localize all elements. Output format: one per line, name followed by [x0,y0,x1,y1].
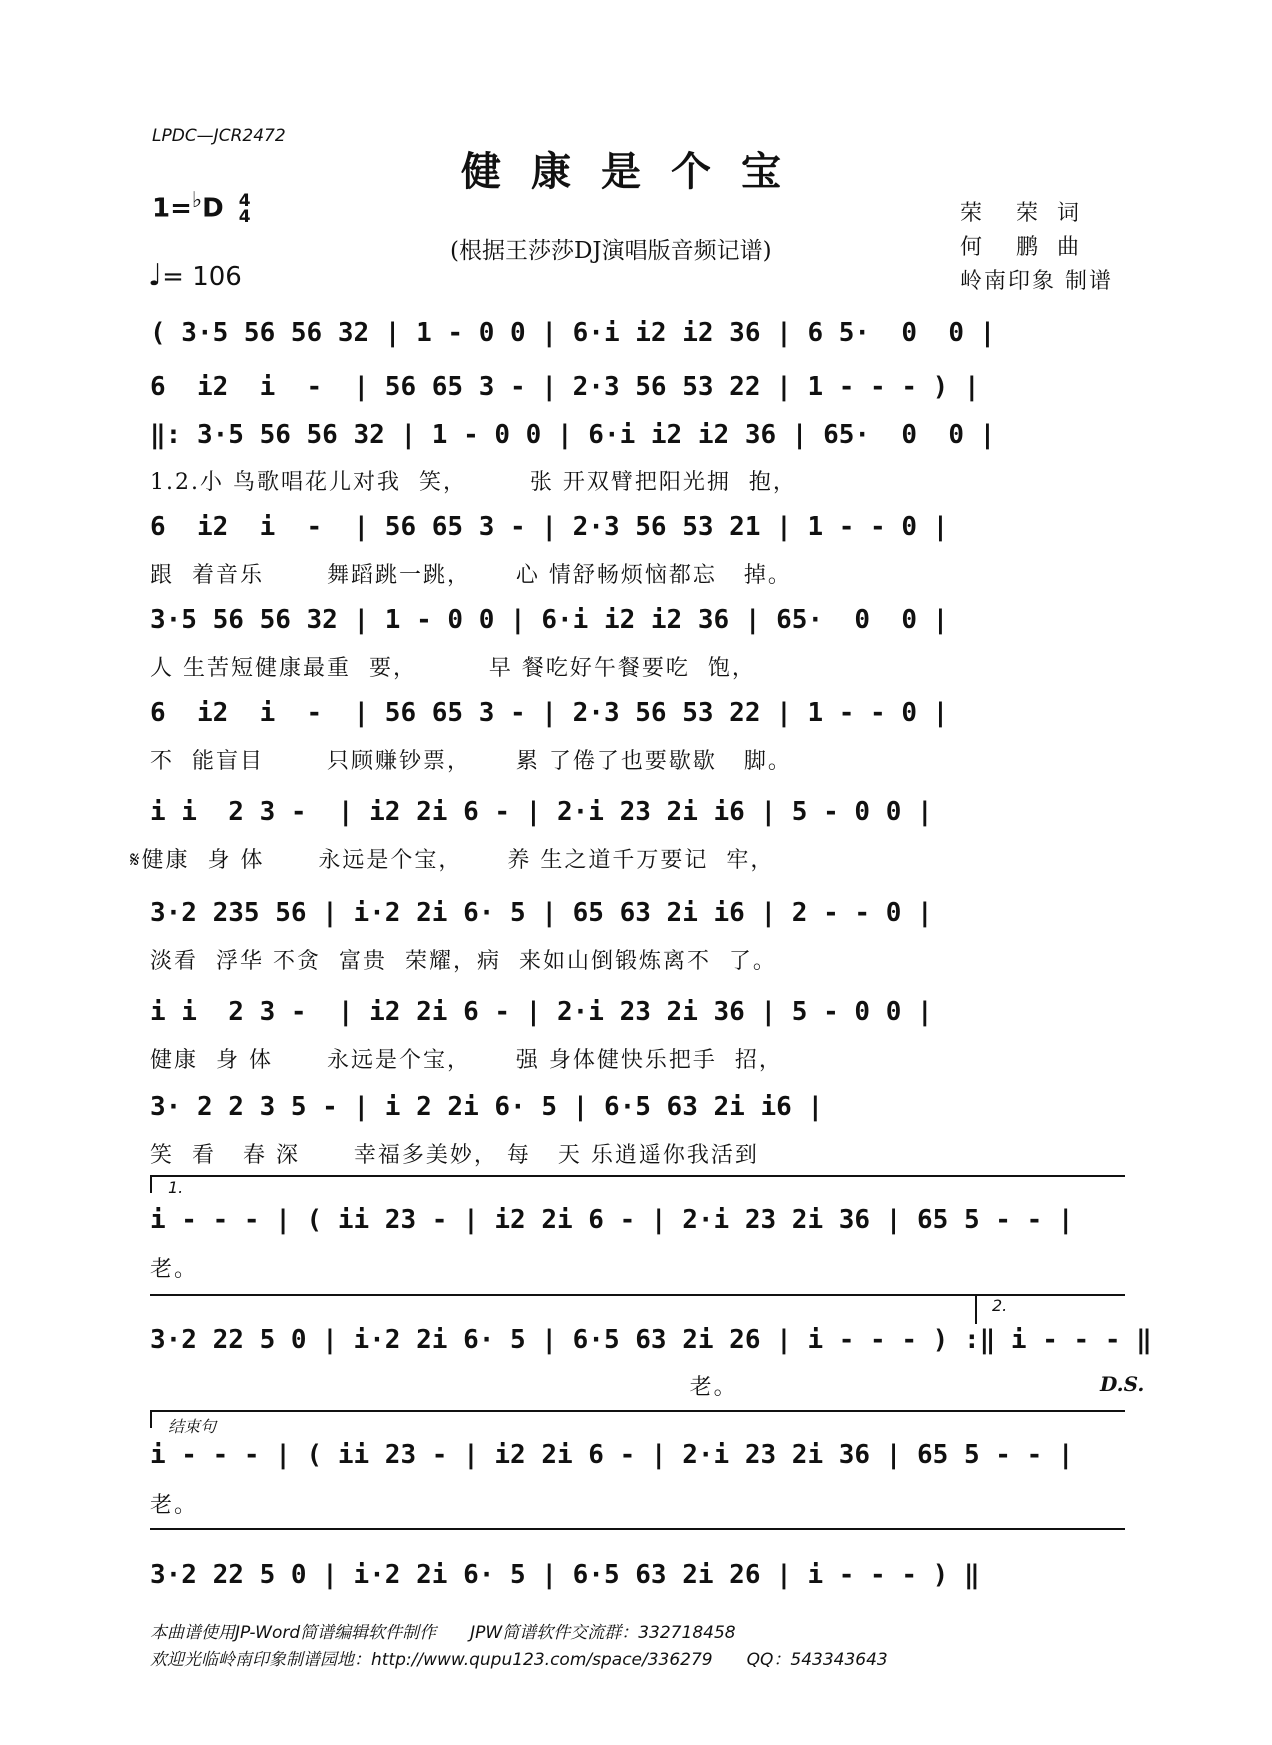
ending-bracket [150,1528,1125,1530]
subtitle: (根据王莎莎DJ演唱版音频记谱) [450,238,772,264]
lyric-line: 人 生苦短健康最重 要， 早 餐吃好午餐要吃 饱， [150,656,756,681]
ending-bracket [150,1410,1125,1412]
first-ending-label: 1. [168,1178,184,1197]
ending-bracket [150,1294,1125,1296]
score-row: i - - - | ( ii 23 - | i2 2i 6 - | 2·i 23 2i 36 | 65 5 - - | [150,1205,1074,1235]
time-bottom: 4 [238,207,251,228]
score-title: 健康是个宝 [461,148,811,195]
key-prefix: 1= [152,193,192,224]
score-code: LPDC—JCR2472 [152,126,286,146]
credit-arranger: 岭南印象 制谱 [960,269,1113,294]
lyric-line: 老。 [150,1257,199,1282]
tempo-marking [148,258,242,293]
time-signature [238,191,251,228]
ending-bracket-edge [150,1410,152,1428]
score-row: 3·2 22 5 0 | i·2 2i 6· 5 | 6·5 63 2i 26 | i - - - ) ‖ [150,1560,980,1590]
lyric-line: 老。 [150,1493,199,1518]
lyric-line: 跟 着音乐 舞蹈跳一跳， 心 情舒畅烦恼都忘 掉。 [150,563,792,588]
footer-line: 本曲谱使用JP-Word简谱编辑软件制作 JPW简谱软件交流群：332718458 [150,1623,736,1643]
ending-bracket [150,1175,1125,1177]
coda-label: 结束句 [168,1417,217,1436]
credit-composer: 何 鹏 曲 [960,235,1085,260]
tempo-value: = 106 [162,262,242,292]
score-row: ( 3·5 56 56 32 | 1 - 0 0 | 6·i i2 i2 36 | 6 5· 0 0 | [150,318,996,348]
score-row: ‖: 3·5 56 56 32 | 1 - 0 0 | 6·i i2 i2 36 | 65· 0 0 | [150,420,996,450]
lyric-line: 淡看 浮华 不贪 富贵 荣耀，病 来如山倒锻炼离不 了。 [150,949,777,974]
lyric-line: 不 能盲目 只顾赚钞票， 累 了倦了也要歇歇 脚。 [150,749,792,774]
lyric-line: 健康 身 体 永远是个宝， 强 身体健快乐把手 招， [150,1048,783,1073]
lyric-line: 𝄋健康 身 体 永远是个宝， 养 生之道千万要记 牢， [130,848,775,873]
second-ending-label: 2. [992,1296,1008,1315]
time-top: 4 [238,191,251,212]
key-note: D [202,193,224,224]
score-row: 3· 2 2 3 5 - | i 2 2i 6· 5 | 6·5 63 2i i6 | [150,1092,824,1122]
score-row: 6 i2 i - | 56 65 3 - | 2·3 56 53 22 | 1 - - 0 | [150,698,949,728]
score-row: i i 2 3 - | i2 2i 6 - | 2·i 23 2i 36 | 5 - 0 0 | [150,997,933,1027]
footer-line: 欢迎光临岭南印象制谱园地：http://www.qupu123.com/space/336279 QQ：543343643 [150,1650,888,1670]
score-row: 3·5 56 56 32 | 1 - 0 0 | 6·i i2 i2 36 | 65· 0 0 | [150,605,949,635]
credit-lyricist: 荣 荣 词 [960,201,1085,226]
ending-bracket-edge [150,1175,152,1193]
dal-segno-mark: D.S. [1100,1372,1145,1396]
score-row: i - - - | ( ii 23 - | i2 2i 6 - | 2·i 23 2i 36 | 65 5 - - | [150,1440,1074,1470]
lyric-line: 老。 [150,1375,738,1400]
flat-sign: ♭ [191,188,203,213]
key-signature [152,188,251,228]
quarter-note-icon: ♩ [148,258,163,293]
score-row: i i 2 3 - | i2 2i 6 - | 2·i 23 2i i6 | 5 - 0 0 | [150,797,933,827]
score-row: 3·2 22 5 0 | i·2 2i 6· 5 | 6·5 63 2i 26 | i - - - ) :‖ i - - - ‖ [150,1325,1152,1355]
score-row: 6 i2 i - | 56 65 3 - | 2·3 56 53 21 | 1 - - 0 | [150,512,949,542]
lyric-line: 笑 看 春 深 幸福多美妙， 每 天 乐逍遥你我活到 [150,1143,759,1168]
score-row: 3·2 235 56 | i·2 2i 6· 5 | 65 63 2i i6 | 2 - - 0 | [150,898,933,928]
lyric-line: 1.2.小 鸟歌唱花儿对我 笑， 张 开双臂把阳光拥 抱， [150,470,797,495]
ending-bracket-edge [975,1294,977,1324]
score-row: 6 i2 i - | 56 65 3 - | 2·3 56 53 22 | 1 - - - ) | [150,372,980,402]
